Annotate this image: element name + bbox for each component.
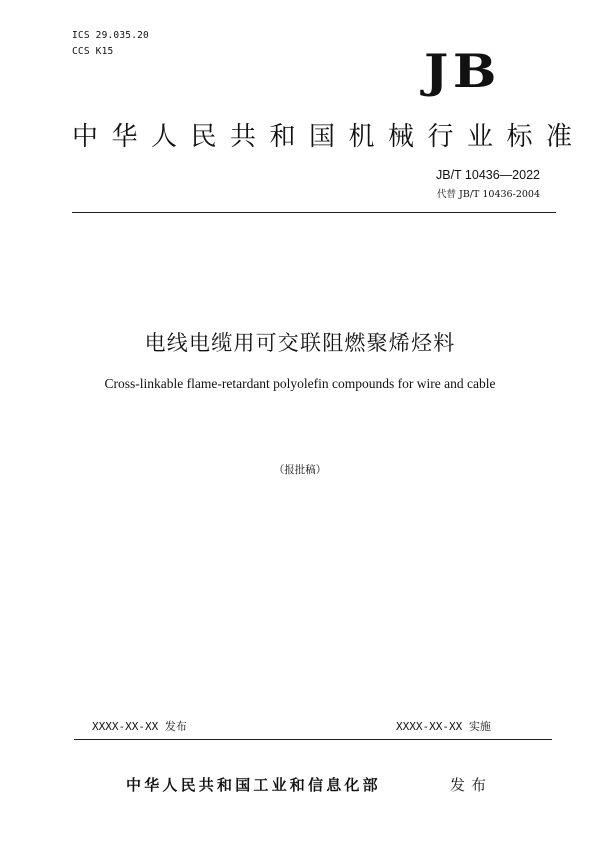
footer-divider <box>74 739 552 740</box>
header-divider <box>72 212 556 213</box>
ics-code: ICS 29.035.20 <box>72 30 149 41</box>
implementation-date: XXXX-XX-XX 实施 <box>396 720 491 733</box>
issuing-authority: 中华人民共和国工业和信息化部 <box>126 776 381 794</box>
publish-label: 发布 <box>450 776 493 794</box>
chinese-title: 电线电缆用可交联阻燃聚烯烃料 <box>144 331 456 355</box>
english-title: Cross-linkable flame-retardant polyolefin compounds for wire and cable <box>104 376 496 391</box>
ccs-code: CCS K15 <box>72 46 114 57</box>
standard-number: JB/T 10436—2022 <box>435 168 540 182</box>
industry-standard-title: 中华人民共和国机械行业标准 <box>72 122 586 152</box>
issue-date: XXXX-XX-XX 发布 <box>92 720 187 733</box>
jb-logo: JB <box>424 44 501 98</box>
draft-status: （报批稿） <box>273 464 327 476</box>
replaces-standard: 代替 JB/T 10436-2004 <box>437 189 540 200</box>
